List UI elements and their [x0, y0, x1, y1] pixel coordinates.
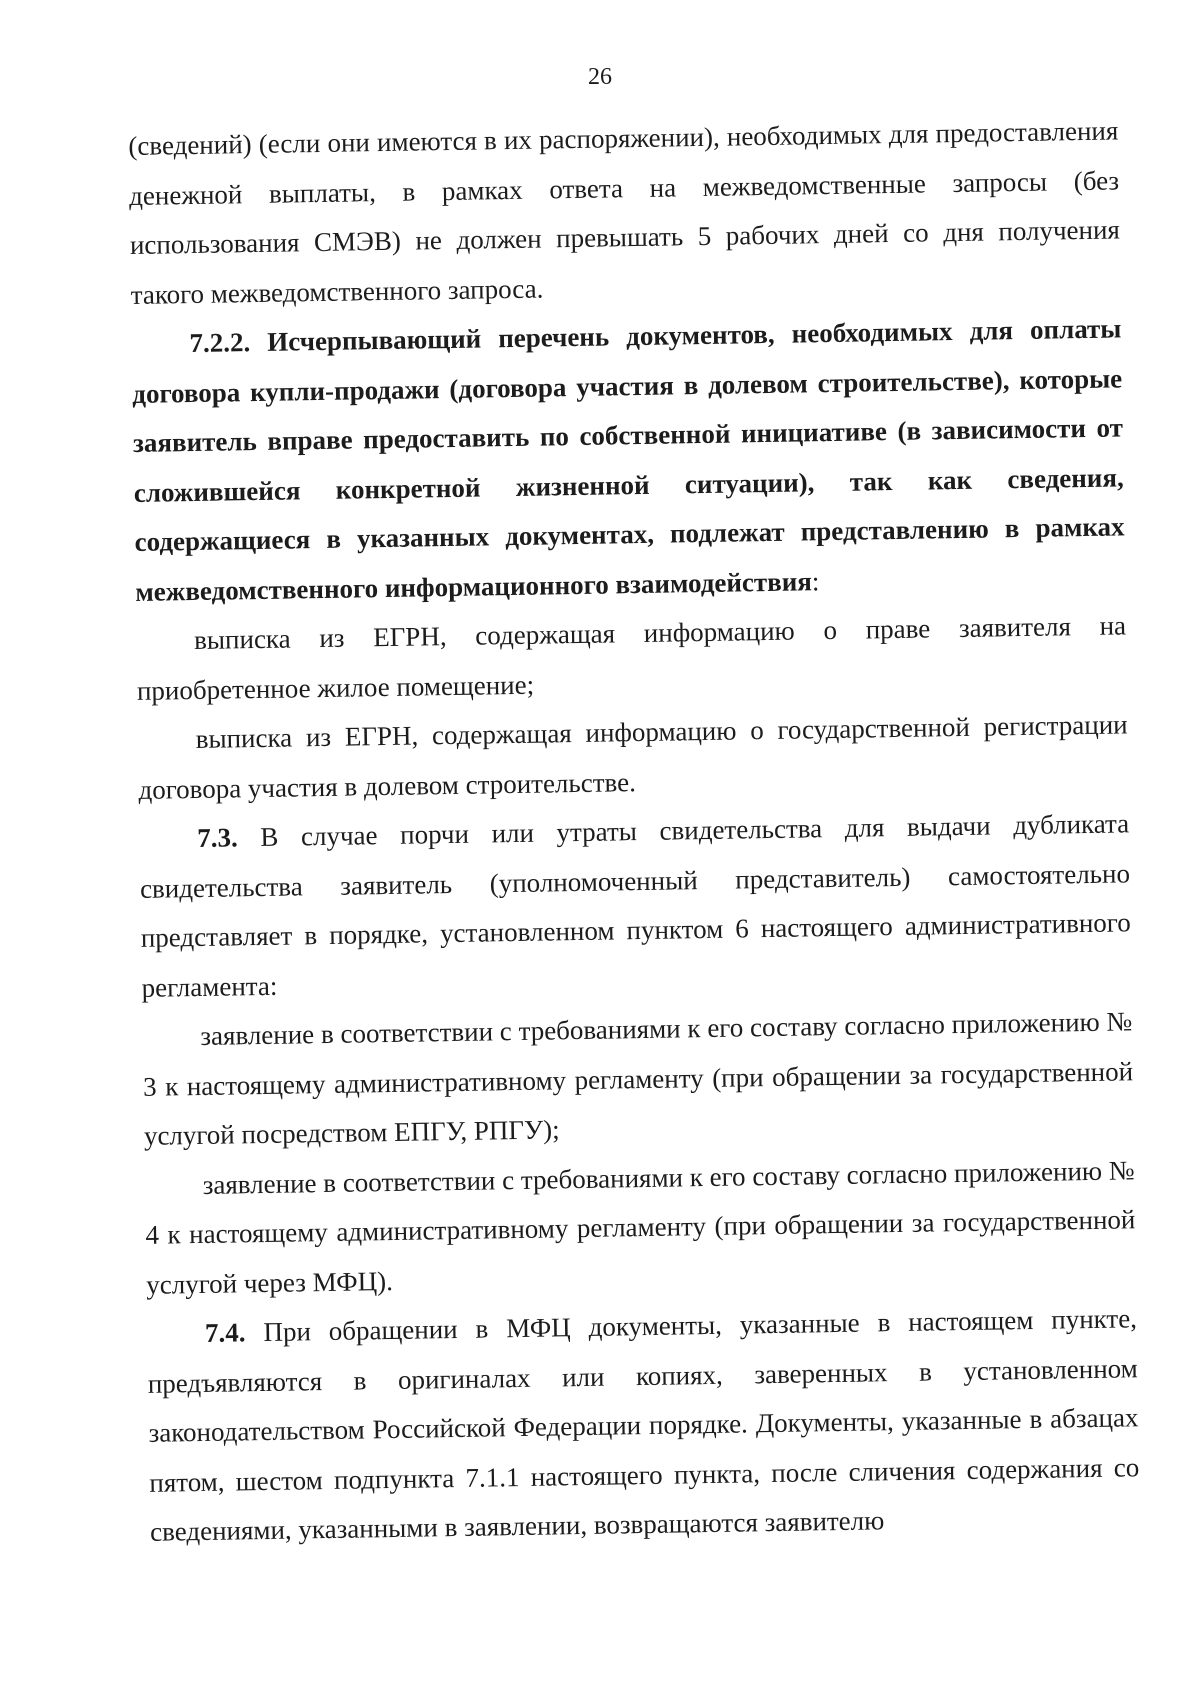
- list-item-application-appendix-4: [144, 1146, 1136, 1310]
- section-heading-7-2-2: 7.2.2. Исчерпывающий перечень документов, необходимых для оплаты договора купли-продажи (договора участия в долевом строительстве), которые заявитель вправе предоставить по собственной инициативе (в зависимости от сложившейся конкретной жизненной ситуации), так как сведения, содержащиеся в указанных документах, подлежат представлению в рамках межведомственного информационного взаимодействия: [132, 313, 1125, 607]
- paragraph-text: :: [811, 565, 820, 596]
- list-item-egrn-ownership: [136, 601, 1127, 716]
- paragraph-text: заявление в соответствии с требованиями к его составу согласно приложению № 4 к настоящему административному регламенту (при обращении за государственной услугой через МФЦ).: [145, 1154, 1136, 1300]
- section-number-7-4: 7.4.: [204, 1317, 246, 1348]
- paragraph-text: заявление в соответствии с требованиями к его составу согласно приложению № 3 к настоящему административному регламенту (при обращении за государственной услугой посредством ЕПГУ, РПГУ);: [142, 1006, 1134, 1151]
- list-item-application-appendix-3: [142, 997, 1134, 1161]
- list-item-egrn-registration: [137, 700, 1128, 815]
- paragraph-text: В случае порчи или утраты свидетельства для выдачи дубликата свидетельства заявитель (уполномоченный представитель) самостоятельно представляет в порядке, установленном пунктом 6 настоящего административного регламента:: [139, 808, 1131, 1003]
- paragraph-text: выписка из ЕГРН, содержащая информацию о праве заявителя на приобретенное жилое помещение;: [136, 610, 1127, 706]
- paragraph-7-4: [147, 1294, 1141, 1557]
- section-number-7-3: 7.3.: [197, 822, 238, 853]
- paragraph-7-3: [139, 799, 1132, 1013]
- paragraph-text: (сведений) (если они имеются в их распоряжении), необходимых для предоставления денежной выплаты, в рамках ответа на межведомственные запросы (без использования СМЭВ) не должен превышать 5 рабочих дней со дня получения такого межведомственного запроса.: [128, 115, 1121, 310]
- paragraph-text: выписка из ЕГРН, содержащая информацию о государственной регистрации договора участия в долевом строительстве.: [138, 709, 1128, 805]
- paragraph-text: При обращении в МФЦ документы, указанные в настоящем пункте, предъявляются в оригиналах или копиях, заверенных в установленном законодательством Российской Федерации порядке. Документы, указанные в абзацах пятом, шестом подпункта 7.1.1 настоящего пункта, после сличения содержания со сведениями, указанными в заявлении, возвращаются заявителю: [147, 1303, 1140, 1547]
- paragraph-continuation: [128, 106, 1121, 320]
- page-number: 26: [588, 64, 612, 90]
- paragraph-7-2-2: [131, 304, 1126, 617]
- document-body: [128, 106, 1140, 1557]
